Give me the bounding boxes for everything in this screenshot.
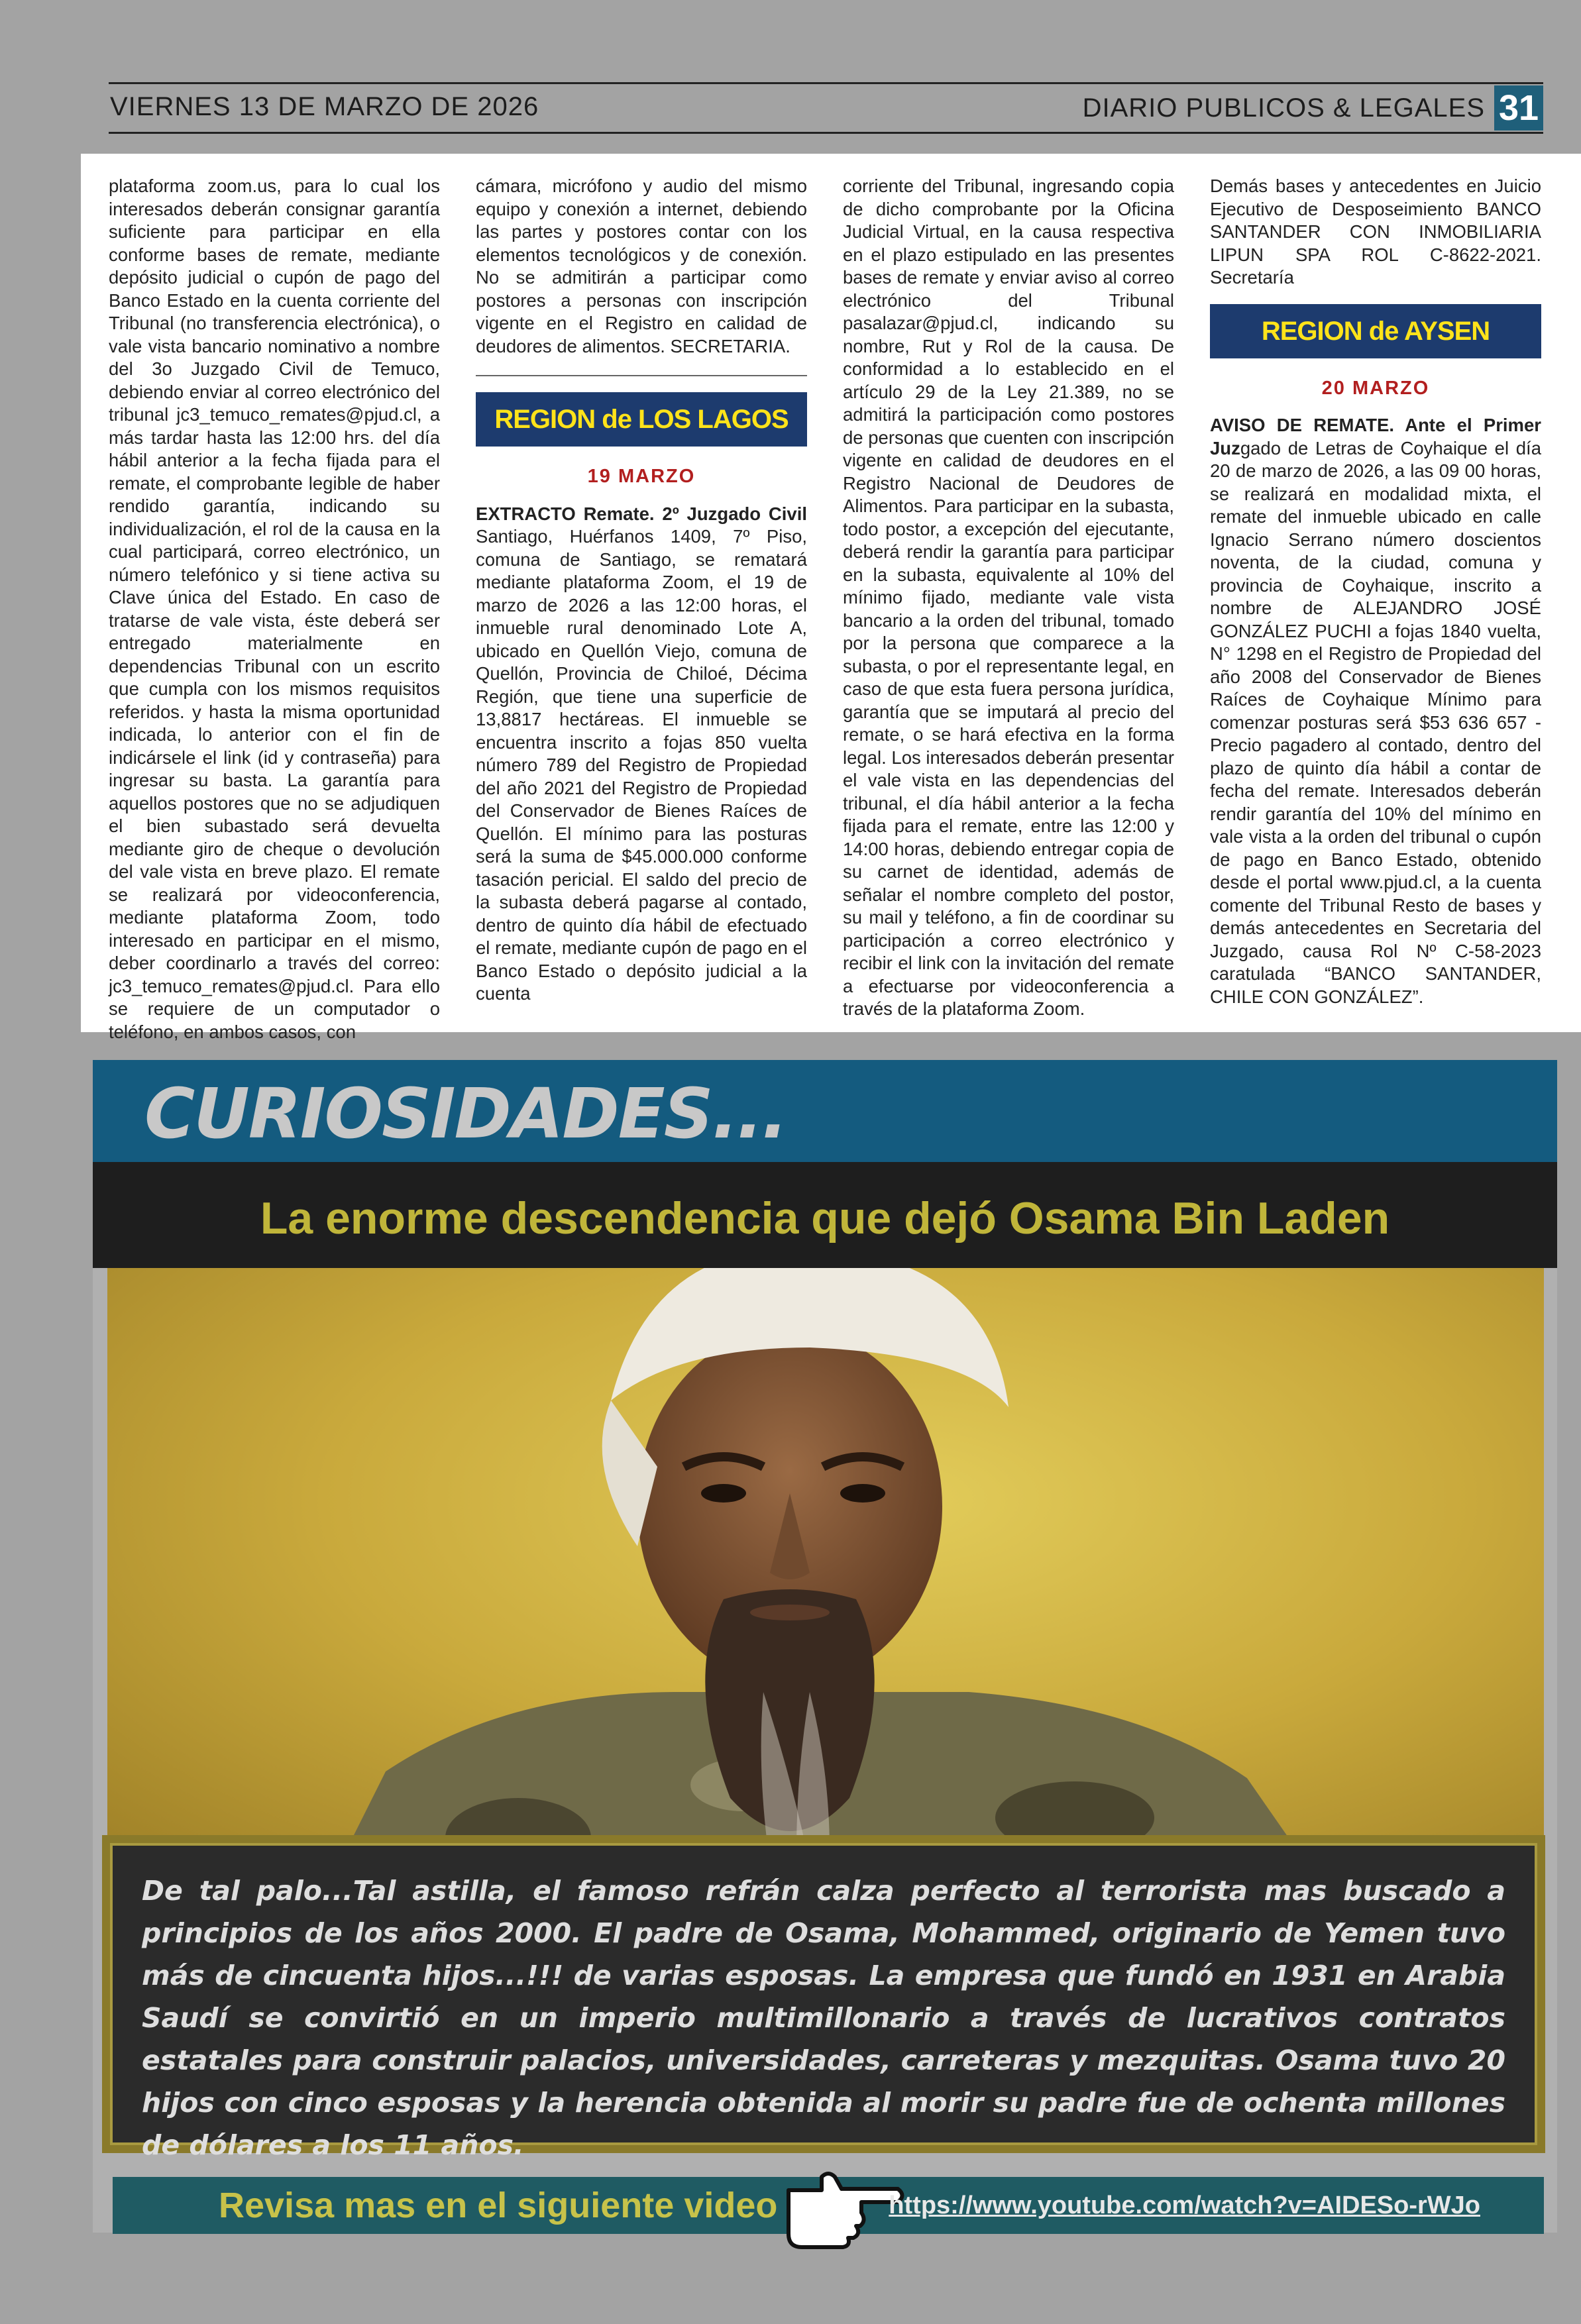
curiosidades-section bbox=[93, 1060, 1557, 2233]
column-2 bbox=[476, 175, 807, 1006]
region-heading-aysen: REGION de AYSEN bbox=[1210, 304, 1541, 358]
notice-aysen-lead: AVISO DE REMATE. Ante el Primer Juz bbox=[1210, 415, 1541, 458]
header-date: VIERNES 13 DE MARZO DE 2026 bbox=[110, 92, 539, 121]
video-link[interactable]: https://www.youtube.com/watch?v=AIDESo-rWJo bbox=[889, 2192, 1480, 2219]
legal-notices bbox=[81, 154, 1581, 1042]
notice-date-aysen: 20 MARZO bbox=[1321, 377, 1430, 399]
portrait-photo bbox=[107, 1268, 1544, 1930]
notice-temuco-end: cámara, micrófono y audio del mismo equipo y conexión a internet, debiendo las partes y postores contar con los elementos tecnológicos y de conexión. No se admitirán a participar como postores a personas con inscripción vigente en el Registro en calidad de deudores de alimentos. SECRETARIA. bbox=[476, 176, 807, 356]
portrait-illustration bbox=[107, 1268, 1544, 1930]
notice-lagos-text: Santiago, Huérfanos 1409, 7º Piso, comuna de Santiago, se rematará mediante plataforma Zoom, el 19 de marzo de 2026 a las 12:00 horas, el inmueble rural denominado Lote A, ubicado en Quellón Viejo, comuna de Quellón, Provincia de Chiloé, Décima Región, que tiene una superficie de 13,8817 hectáreas. El inmueble se encuentra inscrito a fojas 850 vuelta número 789 del Registro de Propiedad del año 2021 del Registro de Propiedad del Conservador de Bienes Raíces de Quellón. El mínimo para las posturas será la suma de $45.000.000 conforme tasación pericial. El saldo del precio de la subasta deberá pagarse al contado, dentro de quinto día hábil de efectuado el remate, mediante cupón de pago en el Banco Estado o depósito judicial a la cuenta bbox=[476, 526, 807, 1004]
notice-temuco-text: plataforma zoom.us, para lo cual los interesados deberán consignar garantía suficiente para participar en ella conforme bases de remate, mediante depósito judicial o cupón de pago del Banco Estado en la cuenta corriente del Tribunal (no transferencia electrónica), o vale vista bancario nominativo a nombre del 3o Juzgado Civil de Temuco, debiendo enviar al correo electrónico del tribunal jc3_temuco_remates@pjud.cl, a más tardar hasta las 12:00 hrs. del día hábil anterior a la fecha fijada para el remate, el comprobante legible de haber rendido garantía, indicando su individualización, el rol de la causa en la cual participará, correo electrónico, un número telefónico y si tiene activa su Clave única del Estado. En caso de tratarse de vale vista, éste deberá ser entregado materialmente en dependencias Tribunal con un escrito que cumpla con los mismos requisitos referidos. y hasta la misma oportunidad indicada, lo anterior con el fin de indicársele el link (id y contraseña) para ingresar su basta. La garantía para aquellos postores que no se adjudiquen el bien subastado será devuelta mediante giro de cheque o devolución del vale vista en breve plazo. El remate se realizará por videoconferencia, mediante plataforma Zoom, todo interesado en participar en el mismo, deber coordinarlo a través del correo: jc3_temuco_remates@pjud.cl. Para ello se requiere de un computador o teléfono, en ambos casos, con bbox=[109, 176, 440, 1042]
notice-date-lagos: 19 MARZO bbox=[587, 466, 696, 487]
region-heading-los-lagos: REGION de LOS LAGOS bbox=[476, 392, 807, 447]
subtitle-banner bbox=[93, 1162, 1557, 1268]
notice-aysen-text: gado de Letras de Coyhaique el día 20 de marzo de 2026, a las 09 00 horas, se realizará en modalidad mixta, el remate del inmueble ubicado en calle Ignacio Serrano número doscientos noventa, de la ciudad, comuna y provincia de Coyhaique, inscrito a nombre de ALEJANDRO JOSÉ GONZÁLEZ PUCHI a fojas 1840 vuelta, N° 1298 en el Registro de Propiedad del año 2008 del Conservador de Bienes Raíces de Coyhaique Mínimo para comenzar posturas será $53 636 657 - Precio pagadero al contado, dentro del plazo de quinto día hábil a contar de fecha del remate. Interesados deberán rendir garantía del 10% del mínimo en vale vista a la orden del tribunal o cupón de pago en Banco Estado, obtenido desde el portal www.pjud.cl, a la cuenta comente del Tribunal Resto de bases y demás antecedentes en Secretaria del Juzgado, causa Rol Nº C-58-2023 caratulada “BANCO SANTANDER, CHILE CON GONZÁLEZ”. bbox=[1210, 437, 1541, 1007]
article-body: De tal palo...Tal astilla, el famoso refrán calza perfecto al terrorista mas buscado a principios de los años 2000. El padre de Osama, Mohammed, originario de Yemen tuvo más de cincuenta hijos...!!! de varias esposas. La empresa que fundó en 1931 en Arabia Saudí se convirtió en un imperio multimillonario a través de lucrativos contratos estatales para construir palacios, universidades, carreteras y mezquitas. Osama tuvo 20 hijos con cinco esposas y la herencia obtenida al morir su padre fue de ochenta millones de dólares a los 11 años. bbox=[110, 1843, 1537, 2145]
newspaper-name: DIARIO PUBLICOS & LEGALES bbox=[1082, 93, 1485, 123]
divider bbox=[476, 375, 807, 376]
video-bar bbox=[113, 2177, 1544, 2234]
notice-aysen bbox=[1210, 414, 1541, 1008]
column-1 bbox=[109, 175, 440, 1043]
video-label: Revisa mas en el siguiente video bbox=[219, 2186, 778, 2225]
curiosidades-banner bbox=[93, 1060, 1557, 1162]
page-number: 31 bbox=[1494, 85, 1543, 131]
notice-santander-end: Demás bases y antecedentes en Juicio Ejecutivo de Desposeimiento BANCO SANTANDER CON INMOBILIARIA LIPUN SPA ROL C-8622-2021. Secretaría bbox=[1210, 176, 1541, 288]
page-header bbox=[109, 82, 1543, 134]
curiosidades-title: CURIOSIDADES... bbox=[144, 1073, 787, 1154]
notice-lagos-continued: corriente del Tribunal, ingresando copia de dicho comprobante por la Oficina Judicial Virtual, en la causa respectiva en el plazo estipulado en las presentes bases de remate y enviar aviso al correo electrónico del Tribunal pasalazar@pjud.cl, indicando su nombre, Rut y Rol de la causa. De conformidad a lo establecido en el artículo 29 de la Ley 21.389, no se admitirá la participación como postores de personas que cuenten con inscripción vigente en calidad de deudores en el Registro Nacional de Deudores de Alimentos. Para participar en la subasta, todo postor, a excepción del ejecutante, deberá rendir la garantía para participar en la subasta, equivalente al 10% del mínimo fijado, mediante vale vista bancario a la orden del tribunal, tomado por la persona que comparece a la subasta, o por el representante legal, en caso de que esta fuera persona jurídica, garantía que se imputará al precio del remate, o se hará efectiva en la forma legal. Los interesados deberán presentar el vale vista en las dependencias del tribunal, el día hábil anterior a la fecha fijada para el remate, entre las 12:00 y 14:00 horas, debiendo entregar copia de su carnet de identidad, además de señalar el nombre completo del postor, su mail y teléfono, a fin de coordinar su participación a correo electrónico y recibir el link con la invitación del remate a efectuarse por videoconferencia a través de la plataforma Zoom. bbox=[843, 176, 1174, 1019]
article-subtitle: La enorme descendencia que dejó Osama Bin Laden bbox=[260, 1193, 1390, 1243]
column-4 bbox=[1210, 175, 1541, 1008]
notice-lagos-lead: EXTRACTO Remate. 2º Juzgado Civil bbox=[476, 503, 807, 524]
article-textbox bbox=[102, 1835, 1545, 2161]
column-3 bbox=[843, 175, 1174, 1021]
notice-lagos bbox=[476, 503, 807, 1006]
